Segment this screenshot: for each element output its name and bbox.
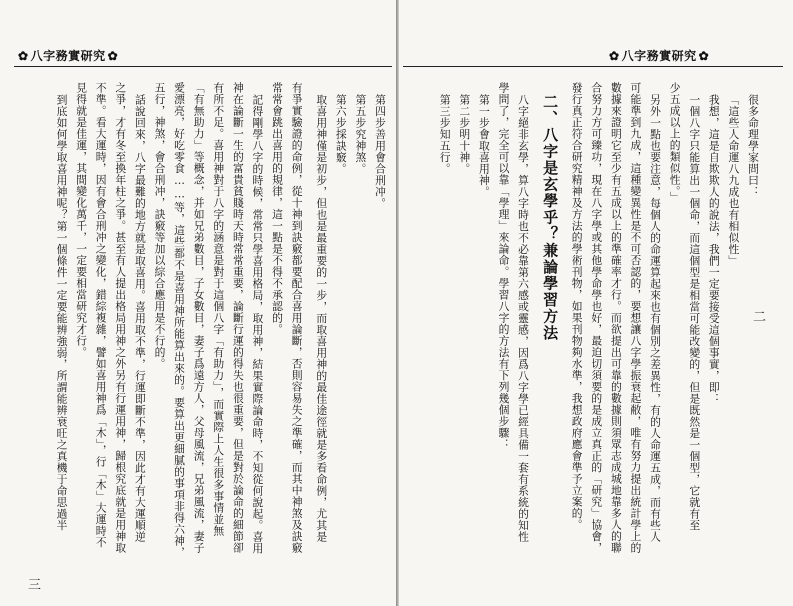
text-column: 第一步會取喜用神。 [477, 94, 491, 198]
text-column: 有所不足。喜用神對于八字的涵意是對于這個八字「有助力」，而實際上人生很多事情並無 [212, 82, 226, 537]
text-column: 神在論斷一生的富貴貧賤時天時常常重要，論斷行運的得失也很重要，但是對於論命的細節卻 [231, 82, 245, 554]
right-page [397, 0, 793, 606]
text-column: 第六步採訣竅。 [334, 94, 348, 175]
page-number: 二 [753, 310, 767, 325]
text-column: 數據來證明它至少有五成以上的準確率才行。而欲提出可靠的數據則須眾志成城地靠多人的聯 [609, 82, 623, 554]
text-block [30, 82, 390, 592]
page-number: 三 [28, 578, 42, 593]
running-header [609, 47, 709, 64]
text-column: 五行，神煞，會合刑冲，訣竅等加以綜合應用是不行的。 [153, 82, 167, 370]
text-column: 很多命理學家問曰： [747, 94, 760, 198]
header-rule [403, 66, 783, 67]
text-column: 少五成以上的類似性。」 [668, 82, 682, 204]
text-column: 第二步明十神。 [458, 94, 472, 175]
flower-ornament-icon: ✿ [698, 48, 710, 63]
text-column: 可能準到九成，這種變異性是不可否認的，要想讓八字學振衰起敝，唯有努力提出統計學上的 [629, 82, 643, 554]
text-column: 有爭實驗證的命例，從十神到訣竅都要配合喜用論斷，否則容易失之準確，而其中神煞及訣竅 [290, 82, 304, 554]
running-header [18, 47, 118, 64]
text-column: 八字絕非玄學，算八字時也不必靠第六感或靈感，因爲八字學已經具備一套有系統的知性 [517, 94, 531, 543]
text-column: 發行真正符合研究精神及方法的學術刊物，如果刊物夠水準，我想政府應會準予立案的。 [570, 82, 584, 531]
text-column: 愛漂亮，好吃零食……等，這些都不是喜用神所能算出來的。要算出更細膩的事項非得六神， [173, 82, 187, 558]
text-column: 學問了，完全可以靠「學理」來論命。學習八字的方法有下列幾個步驟： [497, 82, 511, 450]
text-column: 之爭，才有冬至換年柱之爭。甚至有人提出格局用神之外另有行運用神，歸根究底就是用神取 [114, 82, 128, 554]
text-column: 不準。看大運時，因有會合刑冲之變化，錯綜複雜，譬如喜用神爲「木」，行「木」大運時不 [94, 82, 108, 549]
text-block [438, 82, 763, 592]
text-column: 常常會跳出喜用的規律，這一點是不得不承認的。 [271, 82, 285, 335]
text-column: 第五步究神煞。 [354, 94, 368, 175]
text-column: 話說回來，八字最難的地方就是取喜用。喜用取不準，行運即斷不準，因此才有大運順逆 [133, 94, 147, 543]
section-title: 二、八字是玄學乎？兼論學習方法 [541, 94, 560, 342]
header-title: 八字務實研究 [30, 49, 106, 63]
text-column: 到底如何學取喜用神呢？第一個條件一定要能辨強弱，所謂能辨衰旺之真機于命思過半 [55, 94, 69, 531]
text-column: 「這些人命運八九成也有相似性」 [727, 94, 741, 267]
text-column: 記得剛學八字的時候，常常只學喜用格局，取用神，結果實際論命時，不知從何說起。喜用 [251, 94, 265, 554]
text-column: 合努力方可臻功，現在八字學或其他學命學也好，最迫切須要的是成立真正的「研究」協會， [590, 82, 604, 554]
text-column: 見得就是佳運，其間變化萬千，一定要相當研究才行。 [75, 82, 89, 358]
text-column: 取喜用神僅是初步，但也是最重要的一步，而取喜用神的最佳途徑就是多看命例，尤其是 [315, 94, 329, 543]
header-title: 八字務實研究 [621, 49, 697, 63]
flower-ornament-icon: ✿ [18, 48, 29, 63]
text-column: 第四步善用會合刑冲。 [374, 94, 387, 209]
header-rule [14, 66, 392, 67]
flower-ornament-icon: ✿ [107, 48, 119, 63]
text-column: 一個八字只能算出一個命，而這個型是相當可能改變的，但是既然是一個型，它就有至 [688, 94, 702, 531]
text-column: 「有無助力」等概念，并如兄弟數目，子女數目，妻子爲遠方人，父母風流，兄弟風流，妻子 [192, 82, 206, 554]
flower-ornament-icon: ✿ [609, 48, 620, 63]
text-column: 我想，這是自欺欺人的說法，我們一定要接受這個事實，即： [707, 94, 721, 405]
left-page [0, 0, 396, 606]
text-column: 第三步知五行。 [438, 94, 452, 175]
text-column: 另外一點也要注意，每個人的命運算起來也有個別之差異性，有的人命運五成，而有些人 [649, 94, 663, 543]
